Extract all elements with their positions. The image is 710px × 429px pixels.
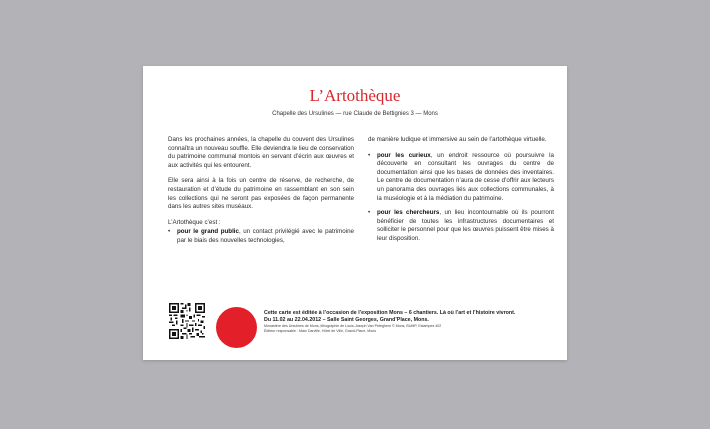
card-subtitle: Chapelle des Ursulines — rue Claude de Bettignies 3 — Mons: [272, 111, 438, 117]
footer-line-2: Du 11.02 au 22.04.2012 – Salle Saint Georges, Grand’Place, Mons.: [264, 317, 429, 323]
qr-code-icon: [169, 303, 205, 339]
footer-line-3: Monastère des Ursulines de Mons, lithographie de Louis-Joseph Van Peteghem © Mons, BUMP, Estampes 402: [264, 324, 442, 328]
paragraph-2: Elle sera ainsi à la fois un centre de réserve, de recherche, de restauration et d’étude du patrimoine en rassemblant en son sein les collections qui ne seront pas exposées de façon permanente dans les autres sites muséaux.: [168, 177, 354, 211]
bullet-heading: pour les chercheurs: [377, 209, 440, 217]
bullet-heading: pour les curieux: [377, 151, 431, 159]
paragraph-1: Dans les prochaines années, la chapelle du couvent des Ursulines connaîtra un nouveau souffle. Elle deviendra le lieu de conservation du patrimoine communal montois en servant d’écrin aux œuvres et aux activités qui les entourent.: [168, 136, 354, 169]
bullet-list-left: [168, 228, 354, 245]
continuation-text: de manière ludique et immersive au sein de l’artothèque virtuelle.: [368, 136, 547, 143]
bullet-curieux: [368, 152, 554, 204]
postcard: [143, 66, 567, 360]
bullet-text: , un contact privilégié avec le patrimoine par le biais des nouvelles technologies,: [177, 228, 354, 244]
footer-credits: [264, 310, 554, 334]
bullet-list-right: [368, 152, 554, 244]
red-circle-logo: [216, 307, 257, 348]
bullet-marker: •: [368, 209, 371, 217]
bullet-text: , un endroit ressource où poursuivre la découverte en consultant les ouvrages du centre de documentation ainsi que les bases de données des inventaires. Le centre de documentation n’aura de cesse d’offrir aux lecteurs un panorama des ouvrages liés aux collections communales, à la muséologie et à la médiation du patrimoine.: [377, 151, 554, 202]
bullet-grand-public: [168, 228, 354, 245]
paragraph-3: L’Artothèque c’est :: [168, 218, 221, 226]
bullet-marker: •: [168, 228, 171, 236]
bullet-chercheurs: [368, 209, 554, 243]
bullet-text: , un lieu incontournable où ils pourront bénéficier de toutes les infrastructures documentaires et solliciter le personnel pour que les œuvres puissent être mises à leur disposition.: [377, 209, 554, 242]
left-column: [168, 136, 354, 250]
right-column: [368, 136, 554, 248]
card-title: L’Artothèque: [309, 86, 401, 105]
footer-line-1: Cette carte est éditée à l’occasion de l’exposition Mons – 6 chantiers. Là où l’art et l’histoire vivront.: [264, 310, 516, 316]
bullet-heading: pour le grand public: [177, 228, 239, 236]
bullet-marker: •: [368, 151, 371, 159]
footer-line-4: Éditeur responsable : Marc Darville, Hôtel de Ville, Grand-Place, Mons: [264, 329, 376, 333]
